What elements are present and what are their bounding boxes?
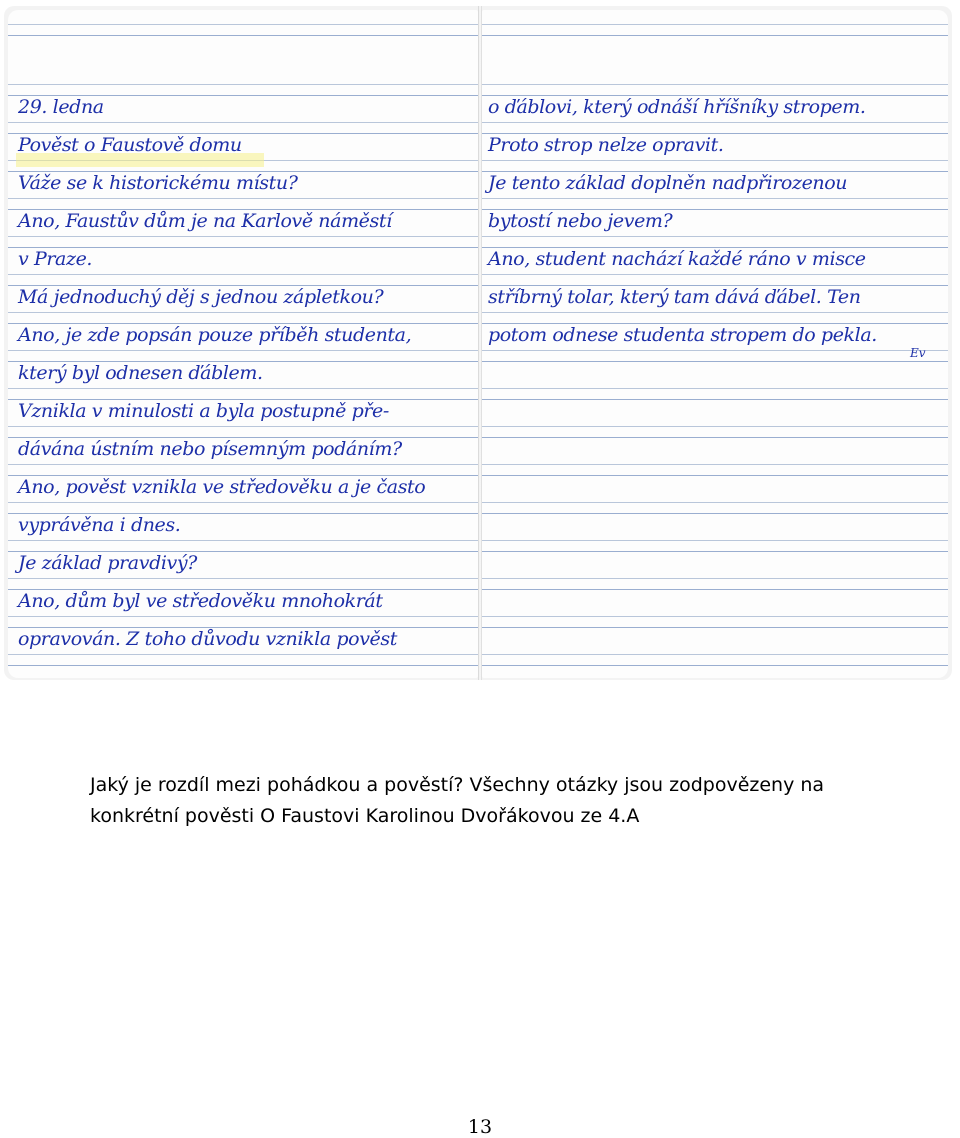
handwritten-line: Má jednoduchý děj s jednou zápletkou? <box>18 286 384 308</box>
notebook-left-page <box>8 10 478 678</box>
handwritten-line: Ano, student nachází každé ráno v misce <box>488 248 866 270</box>
notebook-photo <box>4 6 952 680</box>
handwritten-line: který byl odnesen ďáblem. <box>18 362 263 384</box>
handwritten-line: o ďáblovi, který odnáší hříšníky stropem. <box>488 96 866 118</box>
handwritten-line: v Praze. <box>18 248 93 270</box>
teacher-initials: Ev <box>910 346 926 360</box>
handwritten-line: opravován. Z toho důvodu vznikla pověst <box>18 628 397 650</box>
handwritten-line: Ano, je zde popsán pouze příběh studenta, <box>18 324 412 346</box>
handwritten-line: bytostí nebo jevem? <box>488 210 673 232</box>
handwritten-line: Je základ pravdivý? <box>18 552 197 574</box>
handwritten-line: Proto strop nelze opravit. <box>488 134 724 156</box>
handwritten-line: 29. ledna <box>18 96 104 118</box>
caption-line-2: konkrétní pověsti O Faustovi Karolinou Dvořákovou ze 4.A <box>90 805 640 827</box>
handwritten-line: Ano, Faustův dům je na Karlově náměstí <box>18 210 392 232</box>
handwritten-line: Pověst o Faustově domu <box>18 134 242 156</box>
handwritten-text-right <box>482 88 948 354</box>
notebook-right-page <box>482 10 948 678</box>
handwritten-line: Ano, dům byl ve středověku mnohokrát <box>18 590 383 612</box>
page-number: 13 <box>467 1116 493 1138</box>
caption <box>90 770 910 832</box>
caption-line-1: Jaký je rozdíl mezi pohádkou a pověstí? Všechny otázky jsou zodpovězeny na <box>90 774 825 796</box>
handwritten-line: potom odnese studenta stropem do pekla. <box>488 324 877 346</box>
handwritten-line: vyprávěna i dnes. <box>18 514 181 536</box>
handwritten-line: Ano, pověst vznikla ve středověku a je často <box>18 476 426 498</box>
handwritten-text-left <box>8 88 478 658</box>
handwritten-line: dávána ústním nebo písemným podáním? <box>18 438 402 460</box>
handwritten-line: Vznikla v minulosti a byla postupně pře- <box>18 400 389 422</box>
handwritten-line: stříbrný tolar, který tam dává ďábel. Ten <box>488 286 861 308</box>
handwritten-line: Váže se k historickému místu? <box>18 172 298 194</box>
handwritten-line: Je tento základ doplněn nadpřirozenou <box>488 172 848 194</box>
